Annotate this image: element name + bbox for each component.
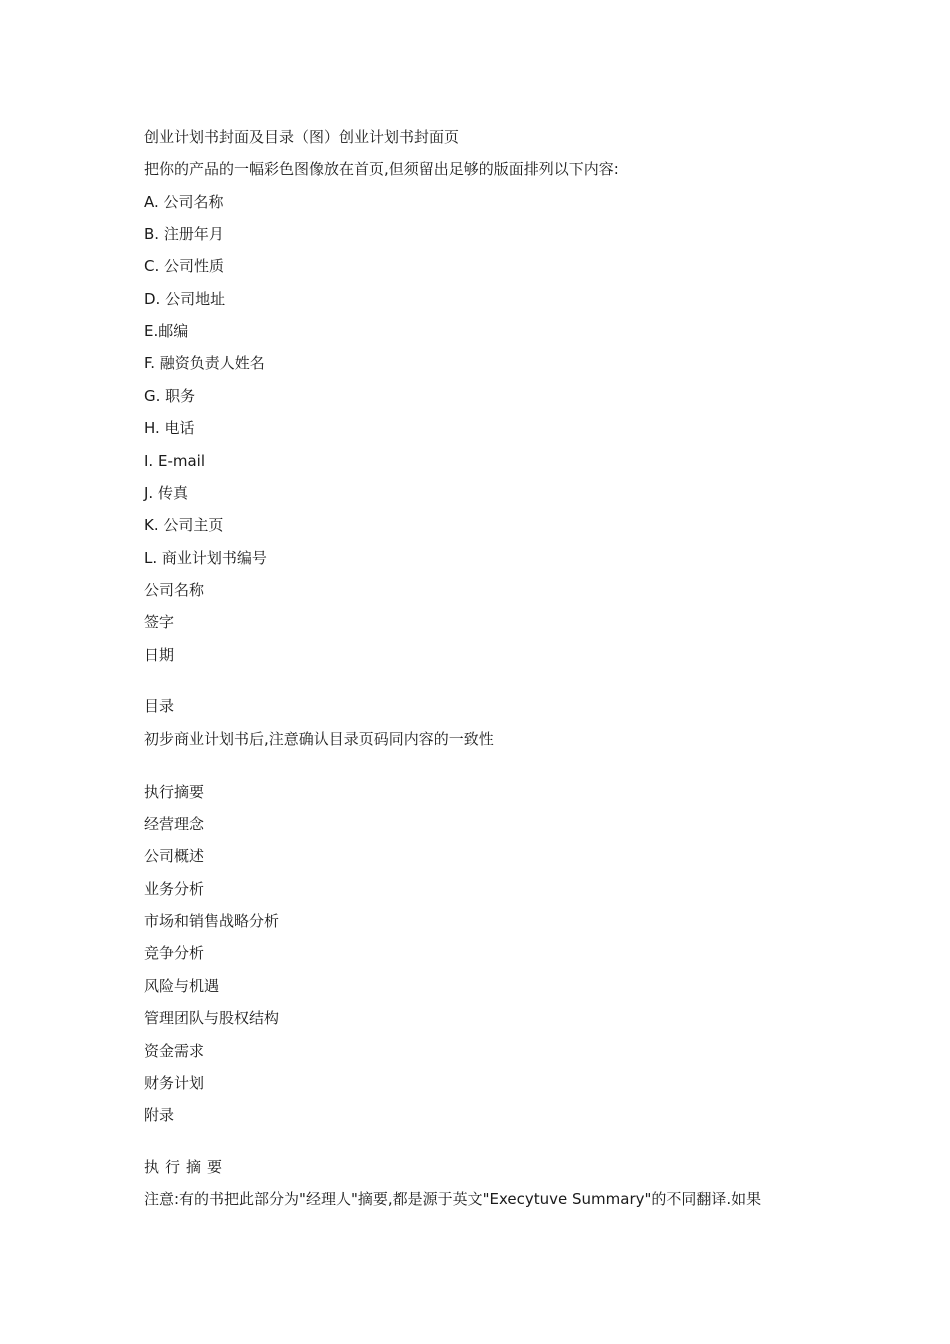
toc-entry: 财务计划 bbox=[144, 1074, 205, 1092]
toc-entry: 公司概述 bbox=[144, 847, 205, 865]
toc-entry: 管理团队与股权结构 bbox=[144, 1009, 280, 1027]
toc-entry: 风险与机遇 bbox=[144, 977, 220, 995]
cover-item: D. 公司地址 bbox=[144, 290, 226, 308]
cover-item: F. 融资负责人姓名 bbox=[144, 354, 265, 372]
toc-entry: 资金需求 bbox=[144, 1042, 205, 1060]
cover-item: J. 传真 bbox=[144, 484, 188, 502]
summary-text: 注意:有的书把此部分为"经理人"摘要,都是源于英文"Execytuve Summary"的不同翻译.如果 bbox=[144, 1190, 762, 1208]
cover-title: 创业计划书封面及目录（图）创业计划书封面页 bbox=[144, 128, 460, 146]
cover-item: H. 电话 bbox=[144, 419, 195, 437]
summary-heading: 执行摘要 bbox=[144, 1158, 229, 1176]
cover-item: B. 注册年月 bbox=[144, 225, 224, 243]
cover-item: K. 公司主页 bbox=[144, 516, 224, 534]
toc-entry: 经营理念 bbox=[144, 815, 205, 833]
toc-entry: 市场和销售战略分析 bbox=[144, 912, 280, 930]
toc-note: 初步商业计划书后,注意确认目录页码同内容的一致性 bbox=[144, 730, 494, 748]
toc-entry: 执行摘要 bbox=[144, 783, 205, 801]
toc-heading: 目录 bbox=[144, 697, 175, 715]
cover-item: I. E-mail bbox=[144, 452, 205, 470]
cover-item: L. 商业计划书编号 bbox=[144, 549, 267, 567]
sign-date: 日期 bbox=[144, 646, 175, 664]
cover-item: E.邮编 bbox=[144, 322, 189, 340]
toc-entry: 竞争分析 bbox=[144, 944, 205, 962]
cover-item: G. 职务 bbox=[144, 387, 196, 405]
cover-item: C. 公司性质 bbox=[144, 257, 225, 275]
toc-entry: 附录 bbox=[144, 1106, 175, 1124]
toc-entry: 业务分析 bbox=[144, 880, 205, 898]
sign-signature: 签字 bbox=[144, 613, 175, 631]
cover-item: A. 公司名称 bbox=[144, 193, 224, 211]
cover-instruction: 把你的产品的一幅彩色图像放在首页,但须留出足够的版面排列以下内容: bbox=[144, 160, 619, 178]
sign-company-name: 公司名称 bbox=[144, 581, 205, 599]
